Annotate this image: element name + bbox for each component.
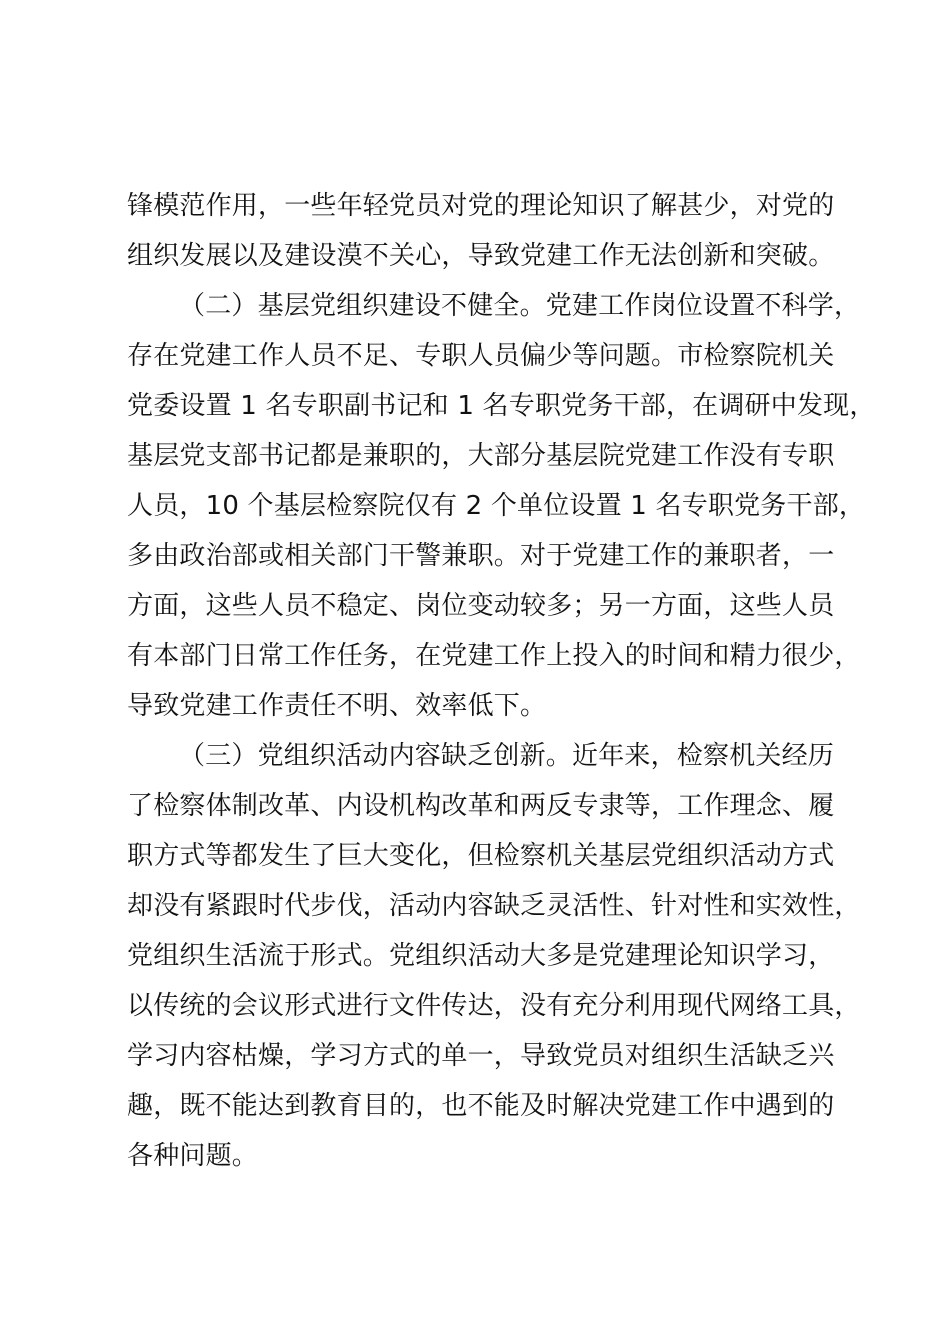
text-line: 人员，10 个基层检察院仅有 2 个单位设置 1 名专职党务干部， [127, 491, 866, 521]
text-line: 多由政治部或相关部门干警兼职。对于党建工作的兼职者，一 [127, 541, 835, 571]
section-heading-line: （三）党组织活动内容缺乏创新。近年来，检察机关经历 [179, 741, 835, 771]
text-line: 却没有紧跟时代步伐，活动内容缺乏灵活性、针对性和实效性， [127, 891, 861, 921]
text-line: 党委设置 1 名专职副书记和 1 名专职党务干部，在调研中发现， [127, 391, 876, 421]
text-line: 基层党支部书记都是兼职的，大部分基层院党建工作没有专职 [127, 441, 835, 471]
text-line: 存在党建工作人员不足、专职人员偏少等问题。市检察院机关 [127, 341, 835, 371]
text-line: 职方式等都发生了巨大变化，但检察机关基层党组织活动方式 [127, 841, 835, 871]
text-line: 有本部门日常工作任务，在党建工作上投入的时间和精力很少， [127, 641, 861, 671]
text-line: 方面，这些人员不稳定、岗位变动较多；另一方面，这些人员 [127, 591, 835, 621]
section-heading-line: （二）基层党组织建设不健全。党建工作岗位设置不科学， [179, 291, 861, 321]
text-line: 学习内容枯燥，学习方式的单一，导致党员对组织生活缺乏兴 [127, 1041, 835, 1071]
text-line: 各种问题。 [127, 1141, 259, 1171]
text-line: 党组织生活流于形式。党组织活动大多是党建理论知识学习， [127, 941, 835, 971]
text-line: 导致党建工作责任不明、效率低下。 [127, 691, 547, 721]
text-line: 了检察体制改革、内设机构改革和两反专隶等，工作理念、履 [127, 791, 835, 821]
text-line: 趣，既不能达到教育目的，也不能及时解决党建工作中遇到的 [127, 1091, 835, 1121]
text-line: 组织发展以及建设漠不关心，导致党建工作无法创新和突破。 [127, 241, 835, 271]
text-line: 锋模范作用，一些年轻党员对党的理论知识了解甚少，对党的 [127, 191, 835, 221]
text-line: 以传统的会议形式进行文件传达，没有充分利用现代网络工具， [127, 991, 861, 1021]
